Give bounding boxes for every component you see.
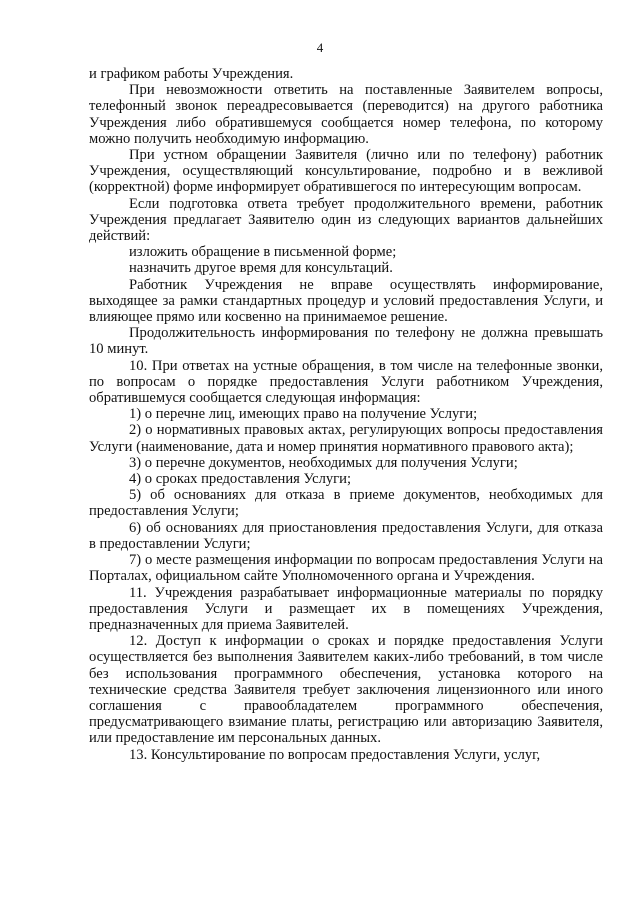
list-item-3: 3) о перечне документов, необходимых для получения Услуги; [129,454,518,471]
paragraph-oral-request: При устном обращении Заявителя (лично или по телефону) работник Учреждения, осуществляющий консультирование, подробно и в вежливой (корректной) форме информирует обратившегося по интересующим вопросам. [89,147,603,196]
paragraph-item-10: 10. При ответах на устные обращения, в том числе на телефонные звонки, по вопросам о порядке предоставления Услуги работником Учреждения, обратившемуся сообщается следующая информация: [89,357,603,407]
list-item-6: 6) об основаниях для приостановления предоставления Услуги, для отказа в предоставлении Услуги; [89,519,603,552]
paragraph-long-preparation: Если подготовка ответа требует продолжительного времени, работник Учреждения предлагает Заявителю один из следующих вариантов дальнейших действий: [89,195,603,245]
list-item-2: 2) о нормативных правовых актах, регулирующих вопросы предоставления Услуги (наименование, дата и номер принятия нормативного правового акта); [89,422,603,455]
list-item-1: 1) о перечне лиц, имеющих право на получение Услуги; [129,406,478,423]
paragraph-item-12: 12. Доступ к информации о сроках и порядке предоставления Услуги осуществляется без выполнения Заявителем каких-либо требований, в том числе без использования программного обеспечения, установка которого на технические средства Заявителя требует заключения лицензионного или иного соглашения с правообладателем программного обеспечения, предусматривающего взимание платы, регистрацию или авторизацию Заявителя, или предоставление им персональных данных. [89,633,603,747]
paragraph-scope-limit: Работник Учреждения не вправе осуществлять информирование, выходящее за рамки стандартных процедур и условий предоставления Услуги, и влияющее прямо или косвенно на принимаемое решение. [89,276,603,326]
paragraph-option-written: изложить обращение в письменной форме; [129,244,397,261]
list-item-7: 7) о месте размещения информации по вопросам предоставления Услуги на Порталах, официальном сайте Уполномоченного органа и Учреждения. [89,552,603,585]
list-item-5: 5) об основаниях для отказа в приеме документов, необходимых для предоставления Услуги; [89,487,603,520]
page-number: 4 [316,40,324,55]
paragraph-redirect-call: При невозможности ответить на поставленные Заявителем вопросы, телефонный звонок переадресовывается (переводится) на другого работника Учреждения либо обратившемуся сообщается номер телефона, по которому можно получить необходимую информацию. [89,82,603,147]
paragraph-item-11: 11. Учреждения разрабатывает информационные материалы по порядку предоставления Услуги и размещает их в помещениях Учреждения, предназначенных для приема Заявителей. [89,584,603,633]
list-item-4: 4) о сроках предоставления Услуги; [129,471,352,488]
paragraph-option-reschedule: назначить другое время для консультаций. [129,260,393,277]
document-body [89,66,603,763]
paragraph-continuation: и графиком работы Учреждения. [89,66,294,82]
paragraph-phone-duration: Продолжительность информирования по телефону не должна превышать 10 минут. [89,325,603,358]
paragraph-item-13: 13. Консультирование по вопросам предоставления Услуги, услуг, [129,746,541,763]
